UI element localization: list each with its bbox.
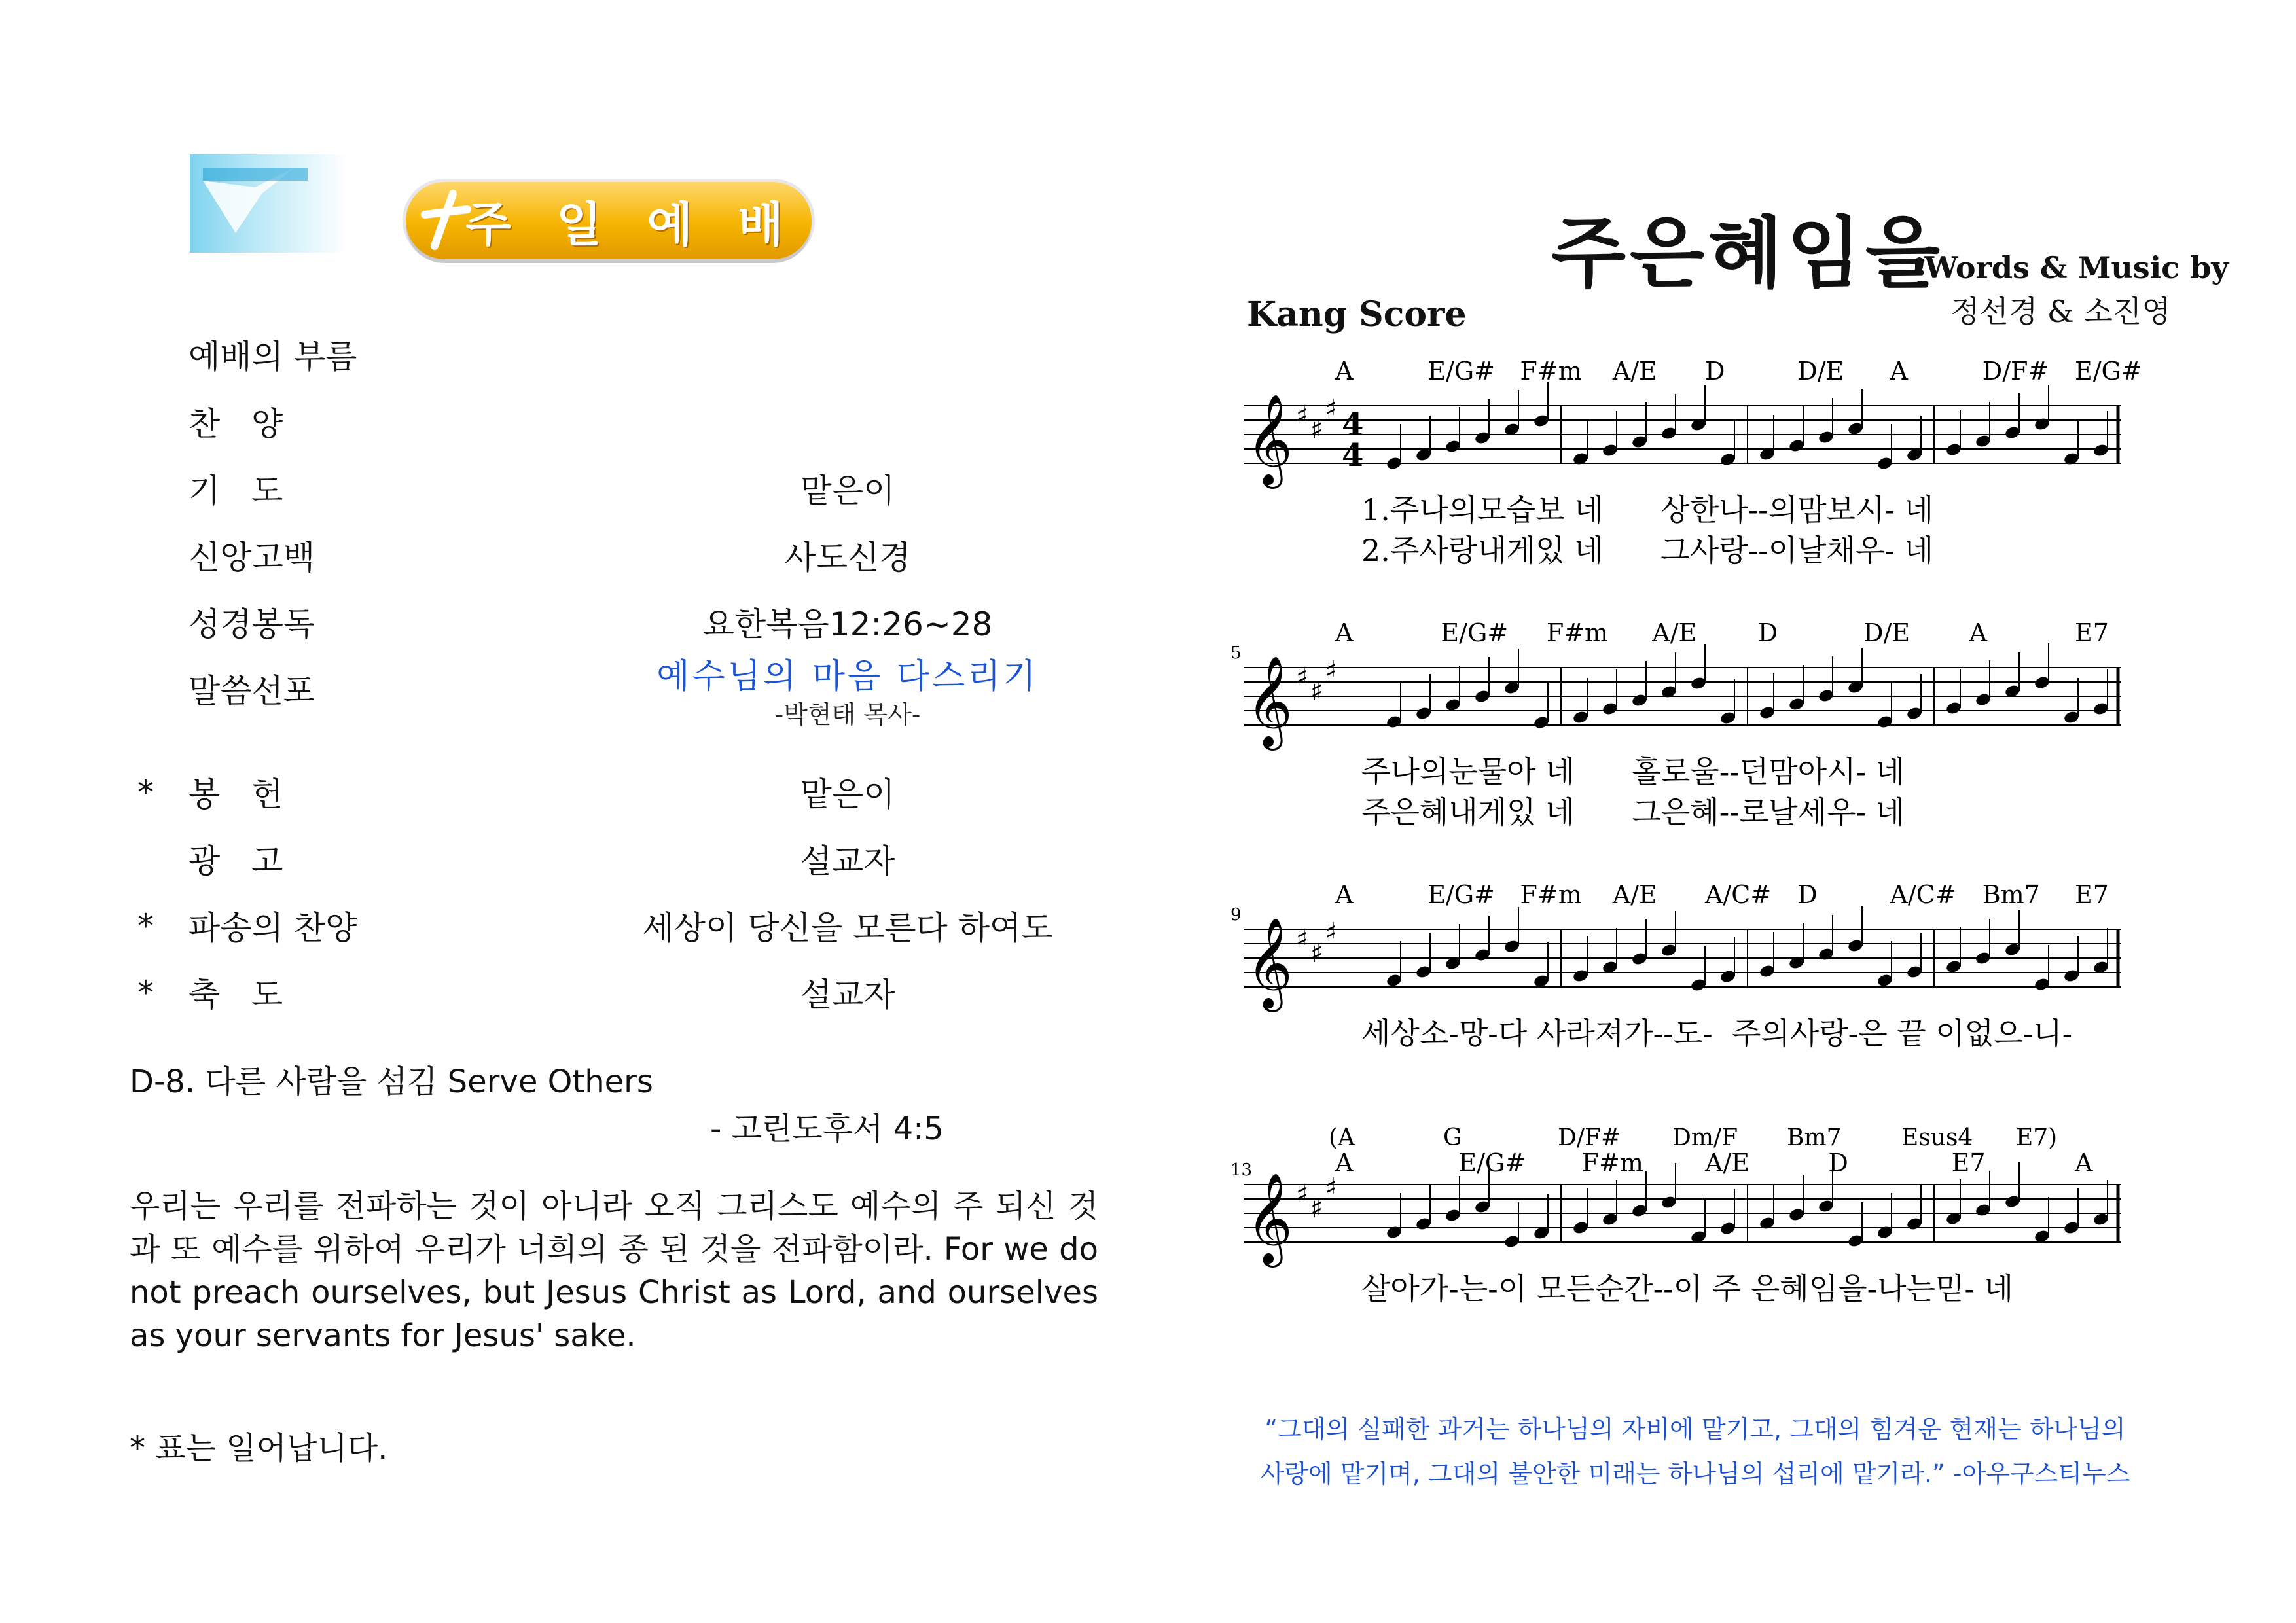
sharp-sign: ♯ xyxy=(1310,415,1323,445)
time-signature: 4 xyxy=(1342,406,1364,443)
lyric-line: 살아가-는-이 모든순간--이 주 은혜임을-나는믿- 네 xyxy=(1361,1271,2014,1306)
chord-symbol: E/G# xyxy=(1427,880,1495,909)
sheet-music xyxy=(1230,353,2142,1348)
chord-symbol: A/C# xyxy=(1705,880,1772,909)
quote-line2: 사랑에 맡기며, 그대의 불안한 미래는 하나님의 섭리에 맡기라.” -아우구스티누스 xyxy=(1260,1459,2130,1488)
chord-symbol: A xyxy=(1335,357,1354,385)
chord-symbol: A/E xyxy=(1705,1149,1749,1177)
sermon-title: 예수님의 마음 다스리기 xyxy=(656,657,1039,696)
chord-symbol: D/F# xyxy=(1558,1124,1621,1151)
chord-symbol: E/G# xyxy=(1458,1149,1526,1177)
chord-symbol: A xyxy=(1890,357,1908,385)
treble-clef: 𝄞 xyxy=(1246,394,1293,485)
chord-symbol: A xyxy=(1969,618,1988,647)
stand-marker: * xyxy=(137,974,154,1012)
logo-image xyxy=(190,154,347,253)
order-label: 파송의 찬양 xyxy=(188,909,357,947)
chord-symbol: E7) xyxy=(2016,1124,2058,1151)
measure-number: 9 xyxy=(1230,905,1242,925)
time-signature: 4 xyxy=(1342,437,1364,474)
order-label: 봉 헌 xyxy=(188,776,283,813)
chord-symbol: F#m xyxy=(1581,1149,1643,1177)
chord-symbol: D xyxy=(1797,880,1818,909)
sharp-sign: ♯ xyxy=(1325,394,1338,424)
chord-symbol: G xyxy=(1443,1124,1462,1151)
chord-symbol: A xyxy=(1335,1149,1354,1177)
publisher: Kang Score xyxy=(1247,294,1467,334)
chord-symbol: Dm/F xyxy=(1672,1124,1738,1151)
chord-symbol: Bm7 xyxy=(1982,880,2040,909)
lyric-line: 주은혜내게있 네 그은혜--로날세우- 네 xyxy=(1361,794,1905,830)
order-value: 맡은이 xyxy=(800,776,895,813)
sharp-sign: ♯ xyxy=(1310,938,1323,969)
treble-clef: 𝄞 xyxy=(1246,918,1293,1008)
banner-title: 주 일 예 배 xyxy=(465,197,798,252)
order-label: 성경봉독 xyxy=(188,605,315,643)
chord-symbol: A xyxy=(2075,1149,2093,1177)
order-label: 예배의 부름 xyxy=(188,338,357,376)
chord-symbol: A xyxy=(1335,880,1354,909)
order-label: 신앙고백 xyxy=(188,539,315,577)
sermon-preacher: -박현태 목사- xyxy=(774,700,921,729)
devotion-body: 우리는 우리를 전파하는 것이 아니라 오직 그리스도 예수의 주 되신 것과 또 예수를 위하여 우리가 너희의 종 된 것을 전파함이라. For we do not preach ourselves, but Jesus Christ as Lord, and ourselves as your servants for Jesus' sake. xyxy=(130,1188,1098,1354)
chord-symbol: E/G# xyxy=(1441,618,1509,647)
chord-symbol: D/F# xyxy=(1982,357,2049,385)
chord-symbol: D xyxy=(1757,618,1778,647)
sharp-sign: ♯ xyxy=(1296,401,1309,431)
sharp-sign: ♯ xyxy=(1325,656,1338,686)
chord-symbol: D/E xyxy=(1797,357,1844,385)
treble-clef: 𝄞 xyxy=(1246,656,1293,747)
chord-symbol: D/E xyxy=(1863,618,1910,647)
stand-marker: * xyxy=(137,774,154,812)
sharp-sign: ♯ xyxy=(1296,924,1309,954)
chord-symbol: Esus4 xyxy=(1901,1124,1973,1151)
lyric-line: 1.주나의모습보 네 상한나--의맘보시- 네 xyxy=(1361,492,1934,527)
lyric-line: 주나의눈물아 네 홀로울--던맘아시- 네 xyxy=(1361,754,1905,789)
chord-symbol: A/C# xyxy=(1890,880,1956,909)
sharp-sign: ♯ xyxy=(1310,677,1323,707)
order-label: 광 고 xyxy=(188,842,283,880)
chord-symbol: E7 xyxy=(1951,1149,1986,1177)
measure-number: 5 xyxy=(1230,643,1242,663)
song-title: 주은혜임을 xyxy=(1551,207,1944,298)
devotion-heading: D-8. 다른 사람을 섬김 Serve Others xyxy=(130,1063,653,1100)
sharp-sign: ♯ xyxy=(1296,1179,1309,1209)
order-label: 축 도 xyxy=(188,976,283,1014)
chord-symbol: F#m xyxy=(1520,880,1582,909)
sharp-sign: ♯ xyxy=(1325,918,1338,948)
credit-line2: 정선경 & 소진영 xyxy=(1950,294,2171,329)
chord-symbol: A/E xyxy=(1612,880,1657,909)
lyric-line: 2.주사랑내게있 네 그사랑--이날채우- 네 xyxy=(1361,533,1934,568)
order-value: 설교자 xyxy=(800,842,895,880)
dove-icon xyxy=(190,154,347,253)
order-value: 맡은이 xyxy=(800,472,895,510)
chord-symbol: (A xyxy=(1329,1124,1355,1151)
devotion-reference: - 고린도후서 4:5 xyxy=(710,1111,944,1147)
section-banner xyxy=(406,182,812,259)
chord-symbol: E7 xyxy=(2075,618,2109,647)
treble-clef: 𝄞 xyxy=(1246,1173,1293,1264)
chord-symbol: E/G# xyxy=(1427,357,1495,385)
chord-symbol: A xyxy=(1335,618,1354,647)
chord-symbol: Bm7 xyxy=(1787,1124,1842,1151)
sharp-sign: ♯ xyxy=(1310,1194,1323,1224)
chord-symbol: F#m xyxy=(1546,618,1609,647)
chord-symbol: A/E xyxy=(1612,357,1657,385)
chord-symbol: D xyxy=(1705,357,1725,385)
sharp-sign: ♯ xyxy=(1325,1173,1338,1203)
order-label: 말씀선포 xyxy=(188,672,315,710)
chord-symbol: A/E xyxy=(1652,618,1697,647)
measure-number: 13 xyxy=(1230,1160,1253,1180)
quote-line1: “그대의 실패한 과거는 하나님의 자비에 맡기고, 그대의 힘겨운 현재는 하나님의 xyxy=(1265,1415,2126,1444)
chord-symbol: F#m xyxy=(1520,357,1582,385)
order-value: 설교자 xyxy=(800,976,895,1014)
lyric-line: 세상소-망-다 사라져가--도- 주의사랑-은 끝 이없으-니- xyxy=(1361,1016,2073,1051)
chord-symbol: E7 xyxy=(2075,880,2109,909)
chord-symbol: E/G# xyxy=(2075,357,2142,385)
order-label: 찬 양 xyxy=(188,405,283,443)
order-value: 사도신경 xyxy=(784,539,911,577)
order-value: 세상이 당신을 모른다 하여도 xyxy=(642,909,1053,947)
order-value: 요한복음12:26~28 xyxy=(702,605,993,643)
credit-line1: Words & Music by xyxy=(1924,250,2229,285)
stand-note: * 표는 일어납니다. xyxy=(130,1430,388,1467)
sharp-sign: ♯ xyxy=(1296,662,1309,692)
order-label: 기 도 xyxy=(188,472,283,510)
stand-marker: * xyxy=(137,907,154,945)
chord-symbol: D xyxy=(1828,1149,1848,1177)
